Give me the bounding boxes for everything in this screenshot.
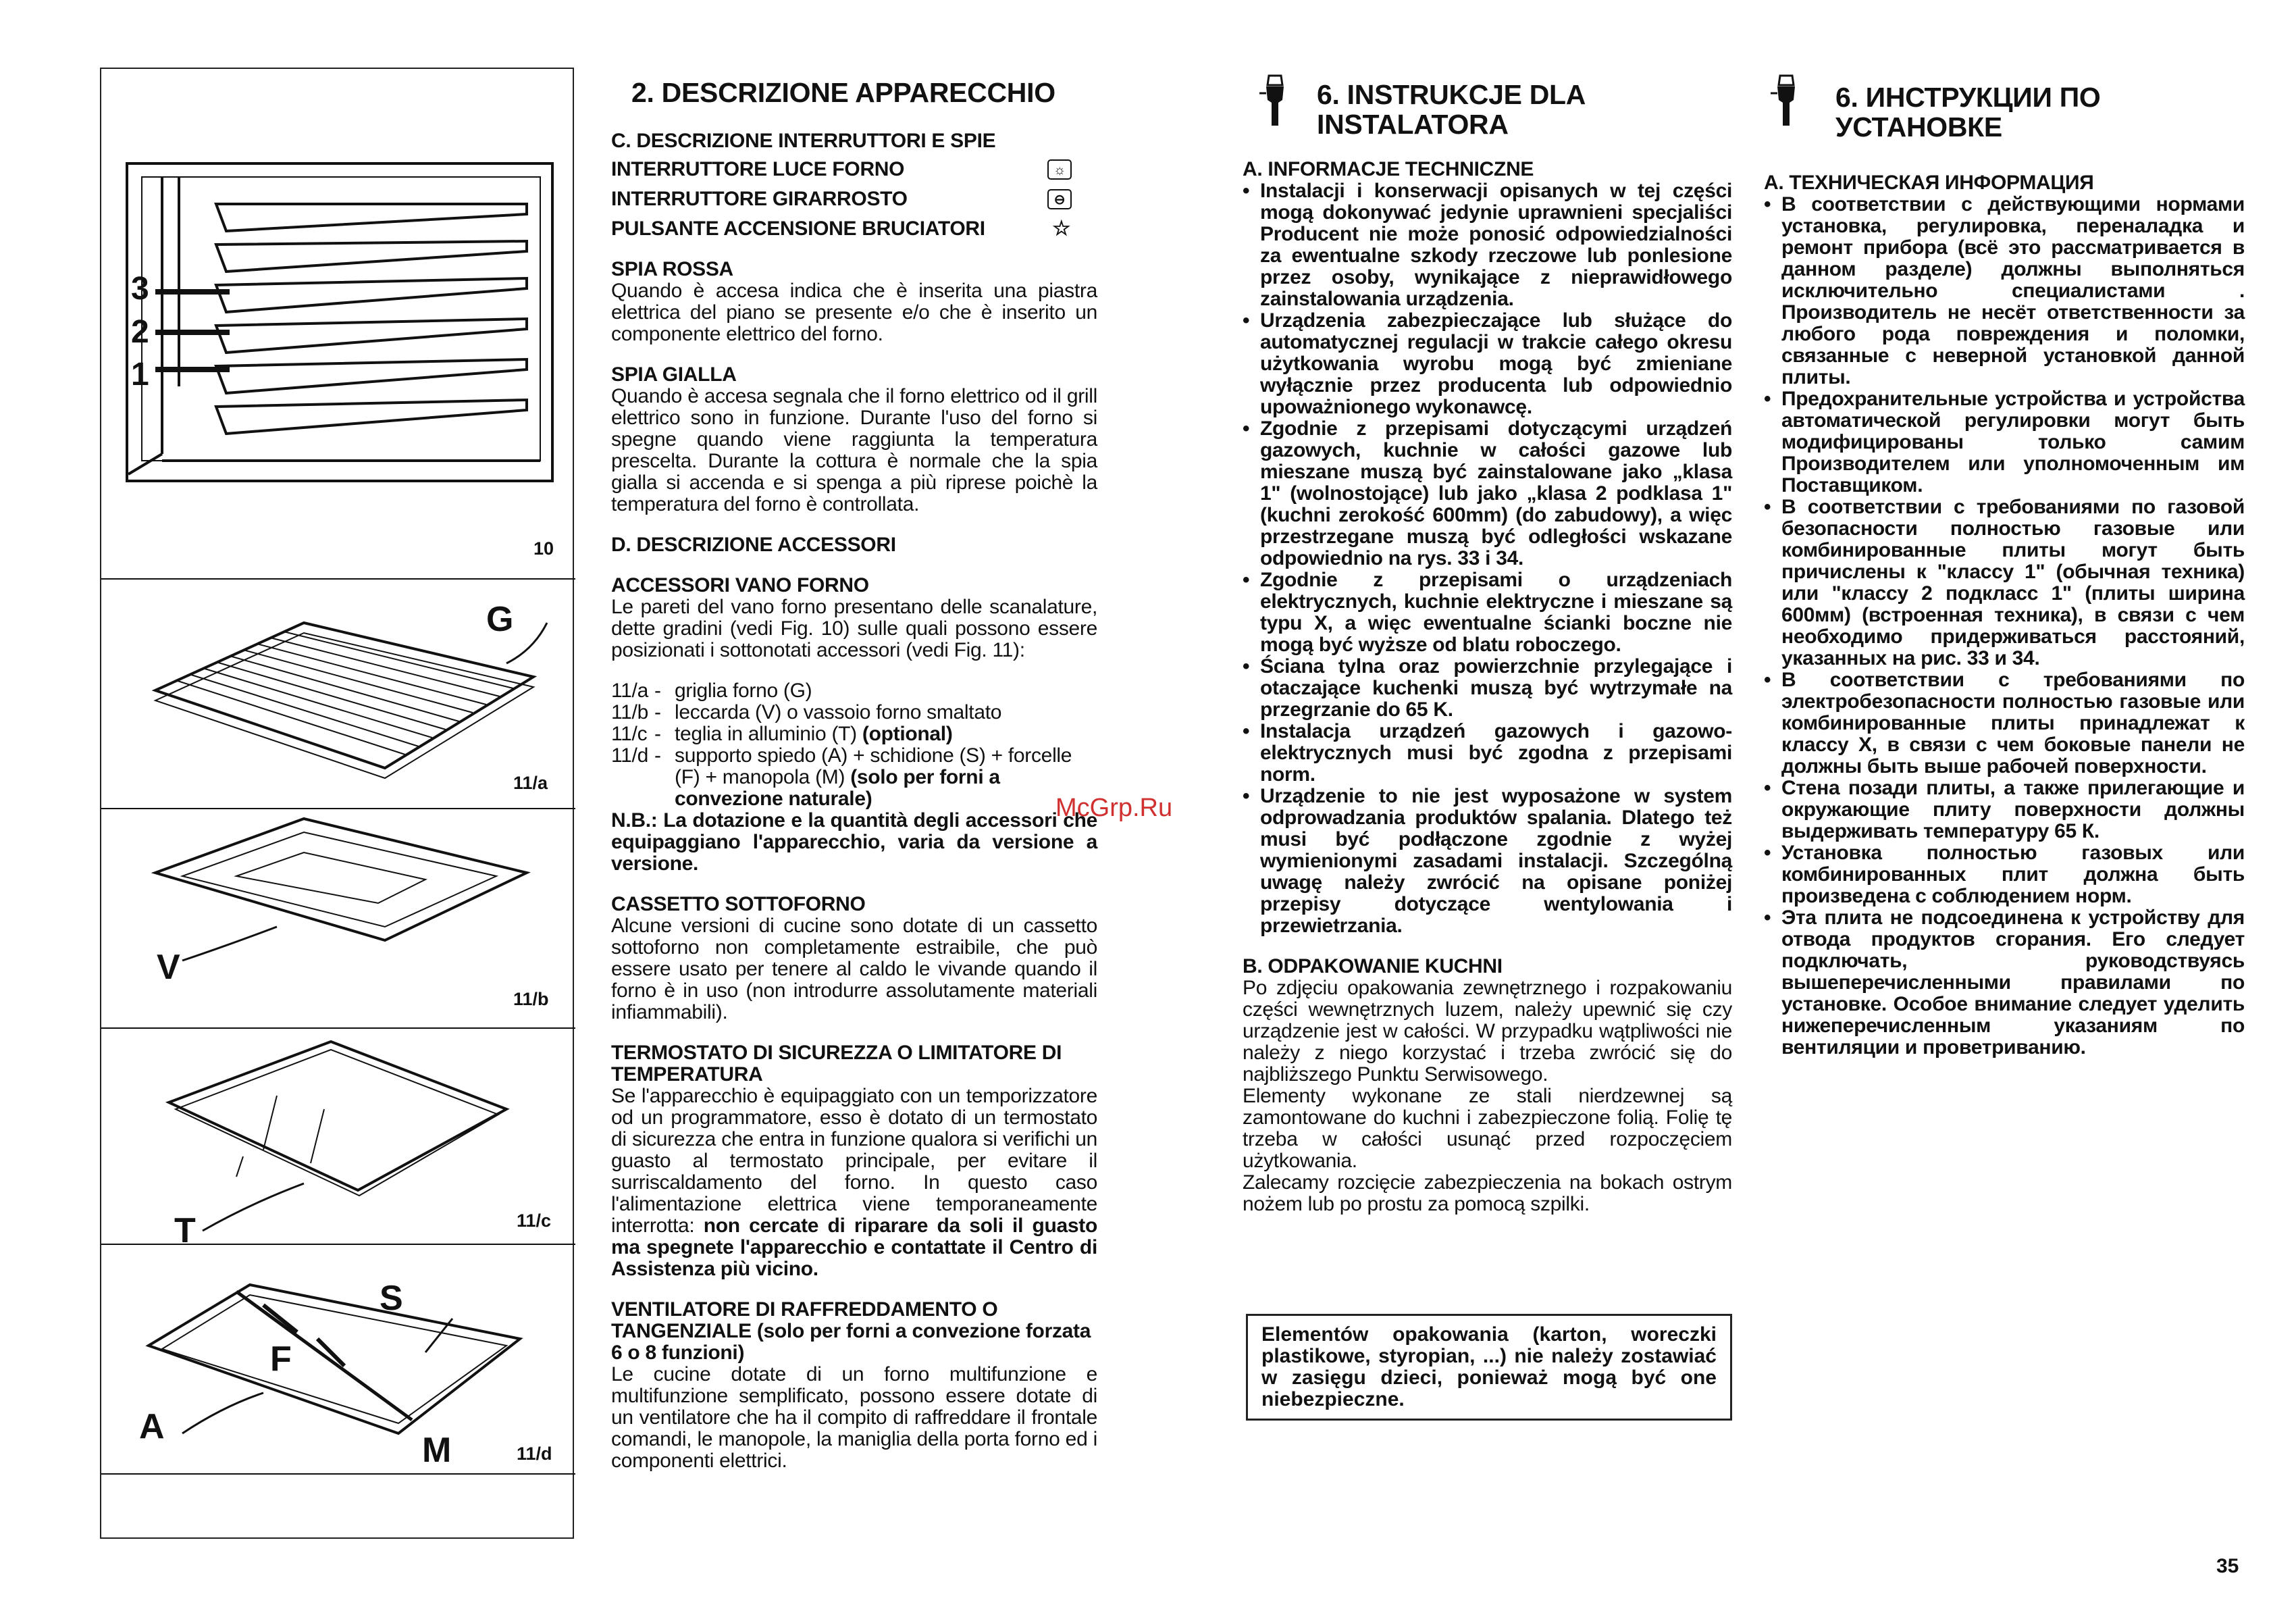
it-cassetto-heading: CASSETTO SOTTOFORNO xyxy=(611,893,866,915)
it-spia-rossa-heading: SPIA ROSSA xyxy=(611,258,733,280)
fig11d-label: 11/d xyxy=(517,1444,552,1464)
pl-b-text1: Po zdjęciu opakowania zewnętrznego i rozpakowaniu części wewnętrznych luzem, należy upewnić się czy urządzenie jest w całości. W przypadku wątpliwości nie należy z niego korzystać i trzeba zwrócić się do najbliższego Punktu Serwisowego. xyxy=(1243,977,1732,1086)
acc-item: supporto spiedo (A) + schidione (S) + forcelle (F) + manopola (M) (solo per forni a convezione naturale) xyxy=(675,744,1072,810)
pl-a-title: A. INFORMACJE TECHNICZNE xyxy=(1243,158,1534,180)
list-item: • В соответствии с требованиями по газовой безопасности полностью газовые или комбинированные плиты могут быть причислены к "классу 1" (обычная техника) или "классу 2 подкласс 1" (плиты ширина 600мм) (встроенная техника), в связи с чем необходимо придерживаться расстояний, указанных на рис. 33 и 34. xyxy=(1764,496,2245,669)
it-termo-text: Se l'apparecchio è equipaggiato con un temporizzatore od un programmatore, esso è dotato di un termostato di sicurezza che entra in funzione qualora si verifichi un guasto al termostato principale, per evitare il surriscaldamento del forno. In questo caso l'alimentazione elettrica viene temporaneamente interrotta: non cercate di riparare da soli il guasto ma spegnete l'apparecchio e contattate il Centro di Assistenza più vicino. xyxy=(611,1085,1097,1280)
russian-title-box xyxy=(1835,82,2214,142)
level-1: 1 xyxy=(131,357,149,392)
it-termo-heading: TERMOSTATO DI SICUREZZA O LIMITATORE DI TEMPERATURA xyxy=(611,1042,1062,1086)
oven-light-icon: ☼ xyxy=(1047,159,1072,180)
ignition-spark-icon: ☆ xyxy=(1052,218,1070,240)
fig11c-letter: T xyxy=(174,1211,196,1250)
list-item: • Zgodnie z przepisami o urządzeniach elektrycznych, kuchnie elektryczne i mieszane są typu X, a więc ewentualne ścianki boczne nie mogą być wyższe od blatu roboczego. xyxy=(1243,569,1732,656)
list-item: • Instalacja urządzeń gazowych i gazowo-elektrycznych musi być zgodna z przepisami norm. xyxy=(1243,721,1732,786)
installer-tool-icon xyxy=(1771,73,1802,127)
it-acc-list: 11/a - griglia forno (G) 11/b - leccarda (V) o vassoio forno smaltato 11/c - teglia in alluminio (T) (optional) 11/d - supporto spiedo (A) + schidione (S) + forcelle (F) + manopola (M) (solo per forni a convezione naturale) xyxy=(611,680,1097,810)
it-d-title: D. DESCRIZIONE ACCESSORI xyxy=(611,534,896,556)
fig11c-label: 11/c xyxy=(517,1210,552,1231)
it-title: 2. DESCRIZIONE APPARECCHIO xyxy=(631,77,1055,108)
russian-column xyxy=(1764,172,2245,1058)
switch-rotisserie: INTERRUTTORE GIRARROSTO ⊖ xyxy=(611,188,1097,210)
pl-title: 6. INSTRUKCJE DLA INSTALATORA xyxy=(1317,79,1585,140)
acc-item: griglia forno (G) xyxy=(675,680,812,702)
figures-drawing xyxy=(101,69,575,1540)
italian-column xyxy=(611,78,1097,1472)
it-c-title: C. DESCRIZIONE INTERRUTTORI E SPIE xyxy=(611,130,996,152)
fig11b-label: 11/b xyxy=(513,989,549,1009)
pl-b-text3: Zalecamy rozcięcie zabezpieczenia na bokach ostrym nożem lub po prostu za pomocą szpilki. xyxy=(1243,1171,1732,1215)
list-item: • Urządzenia zabezpieczające lub służące do automatycznej regulacji w trakcie całego okresu użytkowania wyrobu mogą być zmieniane wyłącznie przez producenta lub odpowiednio upoważnionego wykonawcę. xyxy=(1243,310,1732,418)
fig11a-letter: G xyxy=(486,600,514,639)
rotisserie-icon: ⊖ xyxy=(1047,189,1072,209)
list-item: • Instalacji i konserwacji opisanych w tej części mogą dokonywać jedynie uprawnieni specjaliści Producent nie może ponosić odpowiedzialności za ewentualne szkody rzeczowe lub ponlesione przez osoby, wynikające z nieprawidłowego zainstalowania urządzenia. xyxy=(1243,180,1732,310)
list-item: • Urządzenie to nie jest wyposażone w system odprowadzania produktów spalania. Dlatego też musi być podłączone zgodnie z wyżej wymienionymi zasadami instalacji. Szczególną uwagę należy zwrócić na opisane poniżej przepisy dotyczące wentylowania i przewietrzania. xyxy=(1243,786,1732,937)
fig11d-letter-a: A xyxy=(139,1407,165,1446)
polish-title-box xyxy=(1317,80,1722,139)
it-acc-text: Le pareti del vano forno presentano delle scanalature, dette gradini (vedi Fig. 10) sulle quali possono essere posizionati i sottonotati accessori (vedi Fig. 11): xyxy=(611,596,1097,661)
fig10-label: 10 xyxy=(533,538,554,559)
it-cassetto-text: Alcune versioni di cucine sono dotate di un cassetto sottoforno non completamente estraibile, che può essere usato per tenere al caldo le vivande quando il forno è in uso (non introdurre assolutamente materiali infiammabili). xyxy=(611,915,1097,1023)
list-item: • В соответствии с действующими нормами установка, регулировка, переналадка и ремонт прибора (всё это рассматривается в данном разделе) должны выполняться исключительно специалистами . Производитель не несёт ответственности за любого рода повреждения и поломки, связанные с неверной установкой данной плиты. xyxy=(1764,194,2245,388)
list-item: • Предохранительные устройства и устройства автоматической регулировки могут быть модифицированы только самим Производителем или уполномоченным им Поставщиком. xyxy=(1764,388,2245,496)
level-3: 3 xyxy=(131,271,149,307)
list-item: • Стена позади плиты, а также прилегающие и окружающие плиту поверхности должны выдерживать температуру 65 К. xyxy=(1764,777,2245,842)
ru-title: 6. ИНСТРУКЦИИ ПО УСТАНОВКЕ xyxy=(1835,82,2101,143)
figures-panel xyxy=(100,68,574,1539)
ru-bullets xyxy=(1764,194,2245,1058)
fig11d-letter-s: S xyxy=(380,1279,403,1318)
watermark: McGrp.Ru xyxy=(1055,794,1173,822)
fig11d-letter-f: F xyxy=(270,1340,292,1379)
polish-column xyxy=(1243,159,1732,1215)
fig11b-letter: V xyxy=(157,948,180,987)
acc-item: leccarda (V) o vassoio forno smaltato xyxy=(675,701,1002,723)
ru-a-title: А. ТЕХНИЧЕСКАЯ ИНФОРМАЦИЯ xyxy=(1764,172,2094,194)
pl-b-title: B. ODPAKOWANIE KUCHNI xyxy=(1243,955,1503,977)
list-item: • Ściana tylna oraz powierzchnie przylegające i otaczające kuchenki muszą być wytrzymałe na przegrzanie do 65 K. xyxy=(1243,656,1732,721)
switch-ignition: PULSANTE ACCENSIONE BRUCIATORI ☆ xyxy=(611,218,1070,240)
fig11d-letter-m: M xyxy=(422,1431,452,1470)
list-item: • Установка полностью газовых или комбинированных плит должна быть произведена с соблюдением норм. xyxy=(1764,842,2245,907)
list-item: • Эта плита не подсоединена к устройству для отвода продуктов сгорания. Его следует подключать, руководствуясь вышеперечисленными правилами по установке. Особое внимание следует уделить нижеперечисленным указаниям по вентиляции и проветриванию. xyxy=(1764,907,2245,1058)
pl-warning-box: Elementów opakowania (karton, woreczki plastikowe, styropian, ...) nie należy zostawiać w zasięgu dzieci, ponieważ mogą być one niebezpieczne. xyxy=(1246,1314,1732,1421)
it-acc-heading: ACCESSORI VANO FORNO xyxy=(611,574,869,596)
acc-item: teglia in alluminio (T) (optional) xyxy=(675,723,953,745)
list-item: • В соответствии с требованиями по электробезопасности полностью газовые или комбинированные плиты принадлежат к классу X, в связи с чем боковые панели не должны быть выше рабочей поверхности. xyxy=(1764,669,2245,777)
it-nb: N.B.: La dotazione e la quantità degli accessori che equipaggiano l'apparecchio, varia da versione a versione. xyxy=(611,809,1097,875)
it-spia-gialla-text: Quando è accesa segnala che il forno elettrico od il grill elettrico sono in funzione. Durante l'uso del forno si spegne quando viene raggiunta la temperatura prescelta. Durante la cottura è normale che la spia gialla si accenda e si spenga a più riprese poichè la temperatura del forno è controllata. xyxy=(611,385,1097,515)
fig11a-label: 11/a xyxy=(513,773,548,793)
it-spia-gialla-heading: SPIA GIALLA xyxy=(611,363,737,386)
switch-light: INTERRUTTORE LUCE FORNO ☼ xyxy=(611,159,1097,180)
pl-bullets xyxy=(1243,180,1732,937)
pl-b-text2: Elementy wykonane ze stali nierdzewnej są zamontowane do kuchni i zabezpieczone folią. Folię tę trzeba w całości usunąć przed rozpoczęciem użytkowania. xyxy=(1243,1085,1732,1172)
it-vent-heading: VENTILATORE DI RAFFREDDAMENTO O TANGENZIALE (solo per forni a convezione forzata 6 o 8 funzioni) xyxy=(611,1298,1091,1364)
it-spia-rossa-text: Quando è accesa indica che è inserita una piastra elettrica del piano se presente e/o che è inserito un componente elettrico del forno. xyxy=(611,280,1097,345)
installer-tool-icon xyxy=(1259,73,1290,127)
page-number: 35 xyxy=(2216,1555,2239,1577)
list-item: • Zgodnie z przepisami dotyczącymi urządzeń gazowych, kuchnie w całości gazowe lub mieszane muszą być zainstalowane jako „klasa 1" (wolnostojące) lub jako „klasa 2 podklasa 1" (kuchni zerokość 600mm) (do zabudowy), a więc przestrzegane muszą być odległości wskazane odpowiednio na rys. 33 i 34. xyxy=(1243,418,1732,569)
it-vent-text: Le cucine dotate di un forno multifunzione e multifunzione semplificato, possono essere dotate di un ventilatore che ha il compito di raffreddare il frontale comandi, le manopole, la maniglia della porta forno ed i componenti elettrici. xyxy=(611,1363,1097,1472)
level-2: 2 xyxy=(131,314,149,350)
